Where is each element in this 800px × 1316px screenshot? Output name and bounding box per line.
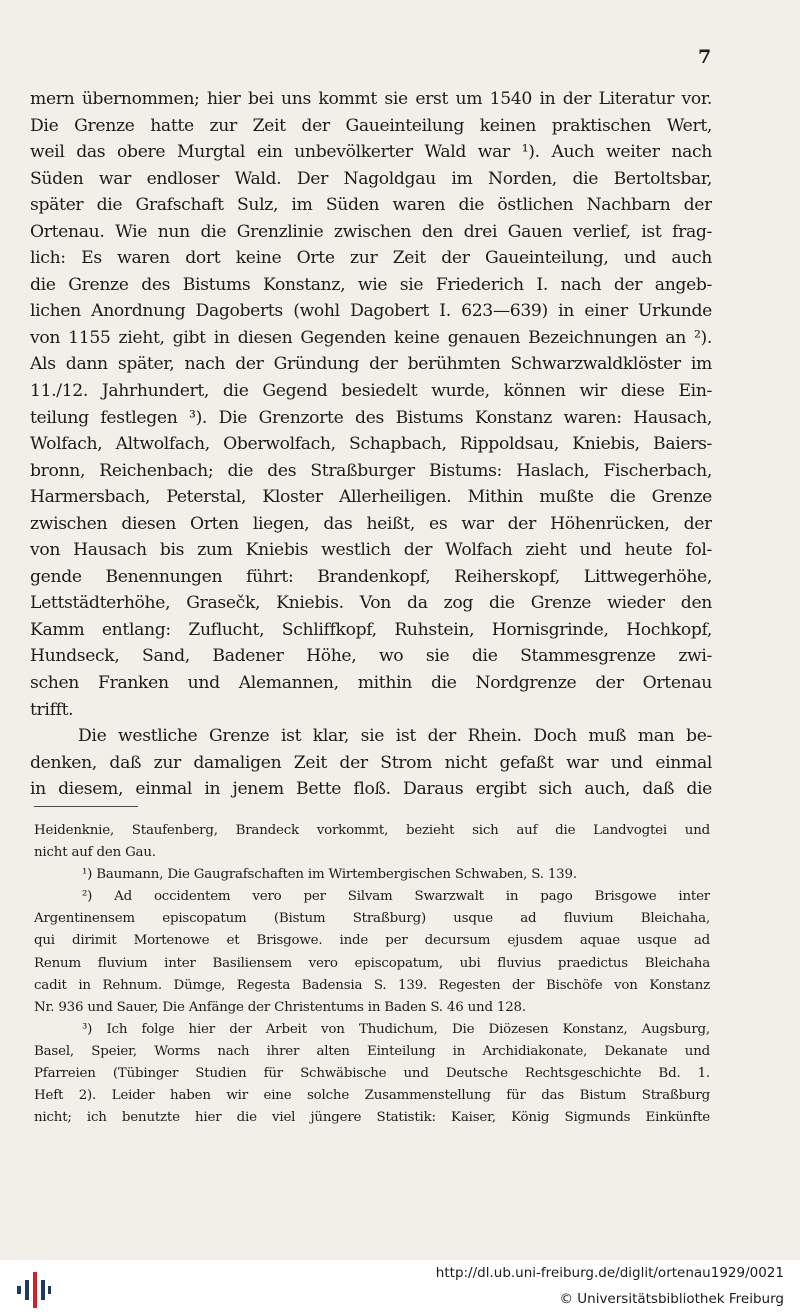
footnote-line: nicht auf den Gau. bbox=[34, 845, 156, 861]
body-line: denken, daß zur damaligen Zeit der Strom nicht gefaßt war und einmal bbox=[30, 752, 712, 773]
body-line: bronn, Reichenbach; die des Straßburger Bistums: Haslach, Fischerbach, bbox=[30, 460, 712, 481]
footnote-line: qui dirimit Mortenowe et Brisgowe. inde per decursum ejusdem aquae usque ad bbox=[34, 933, 710, 949]
body-line: von Hausach bis zum Kniebis westlich der Wolfach zieht und heute fol- bbox=[30, 540, 712, 561]
footnote-line: nicht; ich benutzte hier die viel jüngere Statistik: Kaiser, König Sigmunds Einkünfte bbox=[34, 1110, 710, 1126]
footnote-line: Heidenknie, Staufenberg, Brandeck vorkommt, bezieht sich auf die Landvogtei und bbox=[34, 823, 710, 838]
footnote-line: Basel, Speier, Worms nach ihrer alten Einteilung in Archidiakonate, Dekanate und bbox=[34, 1043, 710, 1059]
body-line: Kamm entlang: Zuflucht, Schliffkopf, Ruhstein, Hornisgrinde, Hochkopf, bbox=[30, 619, 712, 640]
footnote-line: Renum fluvium inter Basiliensem vero episcopatum, ubi fluvius praedictus Bleichaha bbox=[34, 955, 710, 971]
body-line: mern übernommen; hier bei uns kommt sie erst um 1540 in der Literatur vor. bbox=[30, 89, 712, 109]
body-line: Wolfach, Altwolfach, Oberwolfach, Schapbach, Rippoldsau, Kniebis, Baiers- bbox=[30, 434, 712, 455]
ub-freiburg-logo-icon bbox=[15, 1269, 51, 1311]
body-line: später die Grafschaft Sulz, im Süden waren die östlichen Nachbarn der bbox=[30, 195, 712, 216]
body-line: 11./12. Jahrhundert, die Gegend besiedelt wurde, können wir diese Ein- bbox=[30, 381, 712, 402]
body-line: Hundseck, Sand, Badener Höhe, wo sie die Stammesgrenze zwi- bbox=[30, 646, 712, 667]
body-line: von 1155 zieht, gibt in diesen Gegenden keine genauen Bezeichnungen an ²). bbox=[30, 327, 712, 348]
body-line: zwischen diesen Orten liegen, das heißt, es war der Höhenrücken, der bbox=[30, 513, 712, 534]
footnote-line: ³) Ich folge hier der Arbeit von Thudichum, Die Diözesen Konstanz, Augsburg, bbox=[82, 1021, 710, 1037]
footer-bar bbox=[0, 1260, 800, 1316]
footnote-line: cadit in Rehnum. Dümge, Regesta Badensia S. 139. Regesten der Bischöfe von Konstanz bbox=[34, 977, 710, 993]
footnotes bbox=[34, 820, 710, 1129]
body-line: Süden war endloser Wald. Der Nagoldgau im Norden, die Bertoltsbar, bbox=[30, 168, 712, 189]
body-line: Die Grenze hatte zur Zeit der Gaueinteilung keinen praktischen Wert, bbox=[30, 115, 712, 136]
body-line: die Grenze des Bistums Konstanz, wie sie Friederich I. nach der angeb- bbox=[30, 274, 712, 295]
body-line: Die westliche Grenze ist klar, sie ist der Rhein. Doch muß man be- bbox=[78, 726, 712, 747]
body-line: lichen Anordnung Dagoberts (wohl Dagobert I. 623—639) in einer Urkunde bbox=[30, 301, 712, 322]
main-text bbox=[30, 86, 712, 803]
page-number: 7 bbox=[698, 46, 712, 68]
footnote-line: Heft 2). Leider haben wir eine solche Zusammenstellung für das Bistum Straßburg bbox=[34, 1088, 710, 1104]
footnote-line: Argentinensem episcopatum (Bistum Straßburg) usque ad fluvium Bleichaha, bbox=[34, 911, 710, 927]
body-line: gende Benennungen führt: Brandenkopf, Reiherskopf, Littwegerhöhe, bbox=[30, 566, 712, 587]
footnote-line: Pfarreien (Tübinger Studien für Schwäbische und Deutsche Rechtsgeschichte Bd. 1. bbox=[34, 1066, 710, 1082]
copyright-text: © Universitätsbibliothek Freiburg bbox=[559, 1291, 784, 1307]
footnote-line: Nr. 936 und Sauer, Die Anfänge der Christentums in Baden S. 46 und 128. bbox=[34, 999, 526, 1015]
body-line: Ortenau. Wie nun die Grenzlinie zwischen den drei Gauen verlief, ist frag- bbox=[30, 221, 712, 242]
footnote-line: ²) Ad occidentem vero per Silvam Swarzwalt in pago Brisgowe inter bbox=[82, 889, 710, 905]
body-line: teilung festlegen ³). Die Grenzorte des Bistums Konstanz waren: Hausach, bbox=[30, 407, 712, 428]
footnote-line: ¹) Baumann, Die Gaugrafschaften im Wirtembergischen Schwaben, S. 139. bbox=[82, 867, 577, 883]
body-line: Lettstädterhöhe, Grasečk, Kniebis. Von da zog die Grenze wieder den bbox=[30, 593, 712, 614]
body-line: lich: Es waren dort keine Orte zur Zeit der Gaueinteilung, und auch bbox=[30, 248, 712, 269]
body-line: schen Franken und Alemannen, mithin die Nordgrenze der Ortenau bbox=[30, 673, 712, 694]
footnote-divider bbox=[34, 806, 138, 807]
body-line: Als dann später, nach der Gründung der berühmten Schwarzwaldklöster im bbox=[30, 354, 712, 375]
body-line: Harmersbach, Peterstal, Kloster Allerheiligen. Mithin mußte die Grenze bbox=[30, 487, 712, 508]
body-line: in diesem, einmal in jenem Bette floß. Daraus ergibt sich auch, daß die bbox=[30, 779, 712, 800]
source-url-link[interactable]: http://dl.ub.uni-freiburg.de/diglit/ortenau1929/0021 bbox=[435, 1265, 784, 1281]
body-line: trifft. bbox=[30, 699, 74, 720]
body-line: weil das obere Murgtal ein unbevölkerter Wald war ¹). Auch weiter nach bbox=[30, 142, 712, 163]
